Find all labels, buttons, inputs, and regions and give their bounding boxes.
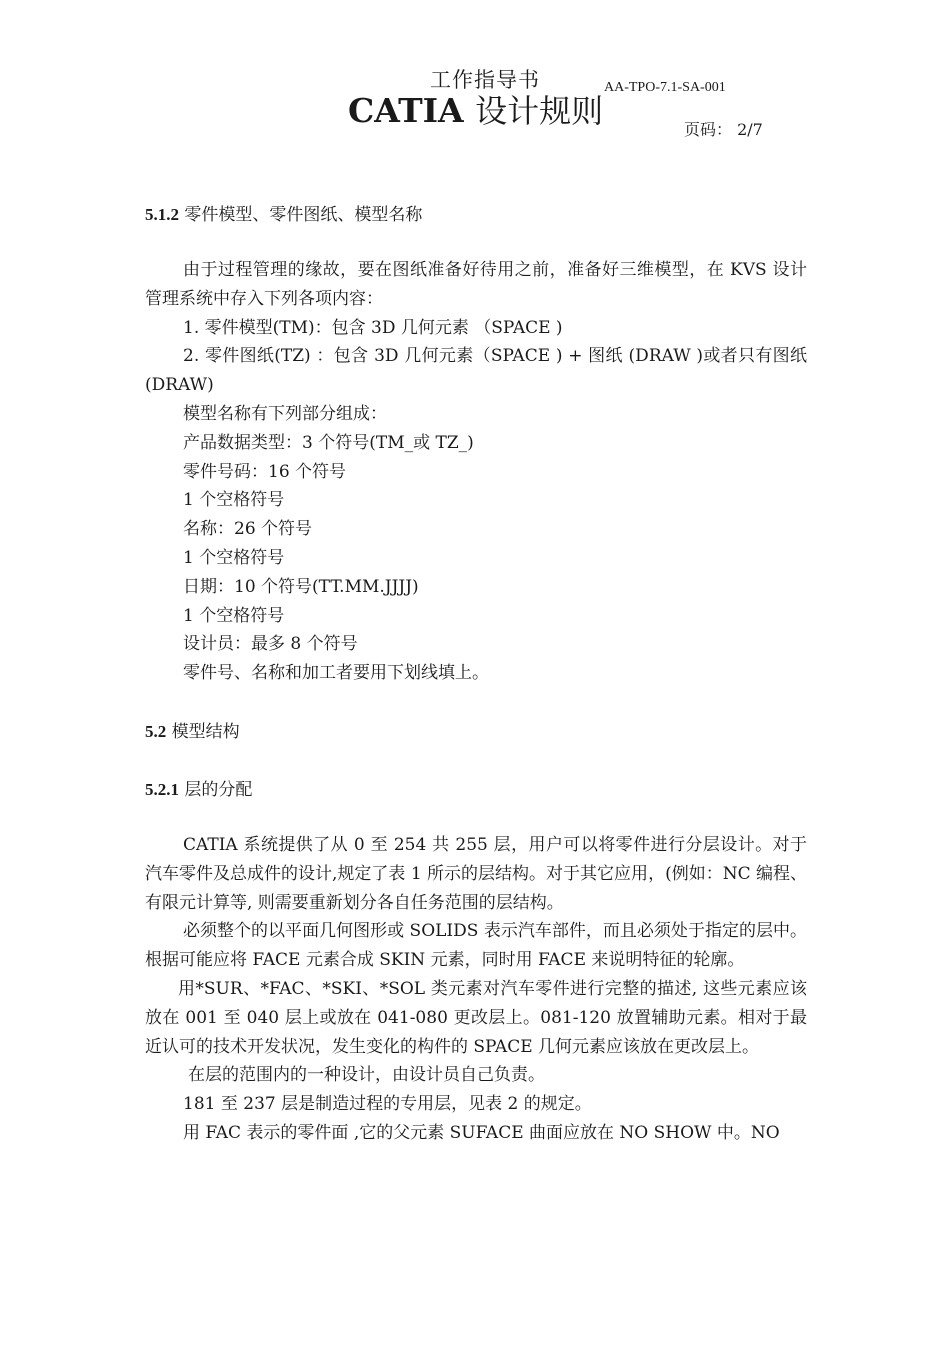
section-number: 5.2.1: [145, 780, 179, 799]
section-body-5-1-2: [145, 256, 807, 688]
section-number: 5.1.2: [145, 205, 179, 224]
document-title: [348, 86, 603, 132]
page-number: 页码： 2/7: [684, 120, 763, 139]
text-line: 产品数据类型：3 个符号(TM_或 TZ_): [183, 432, 474, 453]
section-heading-5-2: [145, 717, 240, 742]
text-line: 1 个空格符号: [183, 605, 285, 626]
paragraph: CATIA 系统提供了从 0 至 254 共 255 层，用户可以将零件进行分层设计。对于汽车零件及总成件的设计,规定了表 1 所示的层结构。对于其它应用，(例如：NC 编程、有限元计算等, 则需要重新划分各自任务范围的层结构。: [145, 835, 807, 913]
section-title: 模型结构: [171, 722, 240, 742]
section-title: 层的分配: [184, 780, 253, 800]
paragraph: 必须整个的以平面几何图形或 SOLIDS 表示汽车部件，而且必须处于指定的层中。根据可能应将 FACE 元素合成 SKIN 元素，同时用 FACE 来说明特征的轮廓。: [145, 921, 807, 971]
document-code: AA-TPO-7.1-SA-001: [604, 80, 726, 95]
text-line: 1 个空格符号: [183, 547, 285, 568]
paragraph: 在层的范围内的一种设计，由设计员自己负责。: [188, 1065, 545, 1086]
paragraph: 用 FAC 表示的零件面 ,它的父元素 SUFACE 曲面应放在 NO SHOW 中。NO: [183, 1122, 780, 1143]
text-line: 设计员：最多 8 个符号: [183, 634, 358, 655]
section-heading-5-1-2: [145, 200, 422, 225]
paragraph: 用*SUR、*FAC、*SKI、*SOL 类元素对汽车零件进行完整的描述, 这些元素应该放在 001 至 040 层上或放在 041-080 更改层上。081-120 放置辅助元素。相对于最近认可的技术开发状况，发生变化的构件的 SPACE 几何元素应该放在更改层上。: [145, 978, 807, 1057]
paragraph: 由于过程管理的缘故，要在图纸准备好待用之前，准备好三维模型，在 KVS 设计管理系统中存入下列各项内容：: [145, 260, 807, 309]
section-title: 零件模型、零件图纸、模型名称: [184, 205, 423, 225]
text-line: 模型名称有下列部分组成：: [183, 403, 387, 424]
text-line: 名称：26 个符号: [183, 519, 313, 540]
list-item: 2. 零件图纸(TZ) ：包含 3D 几何元素（SPACE ) + 图纸 (DRAW )或者只有图纸(DRAW): [145, 346, 807, 396]
section-body-5-2-1: [145, 831, 807, 1148]
text-line: 零件号码：16 个符号: [183, 461, 347, 482]
document-title-cn: 设计规则: [475, 92, 604, 130]
paragraph: 181 至 237 层是制造过程的专用层，见表 2 的规定。: [183, 1094, 592, 1115]
section-heading-5-2-1: [145, 775, 252, 800]
text-line: 零件号、名称和加工者要用下划线填上。: [183, 663, 489, 684]
section-number: 5.2: [145, 722, 167, 741]
list-item: 1. 零件模型(TM)：包含 3D 几何元素 （SPACE ): [183, 317, 563, 338]
text-line: 日期：10 个符号(TT.MM.JJJJ): [183, 576, 419, 597]
text-line: 1 个空格符号: [183, 490, 285, 511]
document-type: 工作指导书: [430, 68, 540, 92]
document-title-en: CATIA: [348, 91, 464, 130]
